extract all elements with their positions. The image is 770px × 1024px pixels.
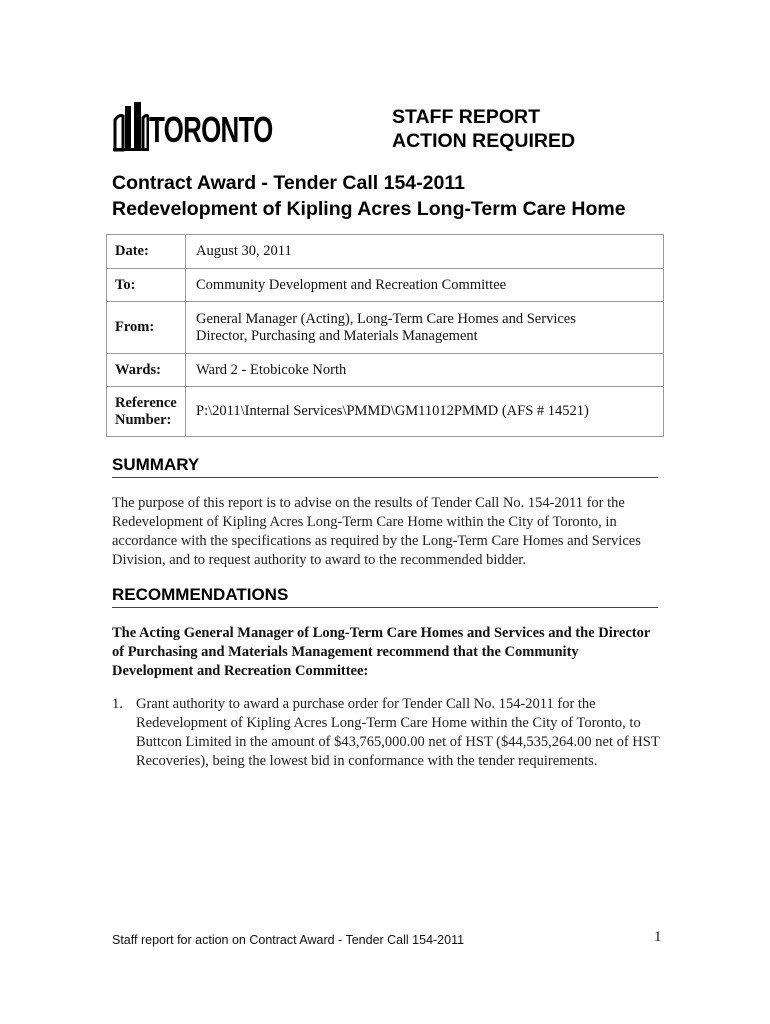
- report-type: [392, 105, 575, 153]
- summary-heading: SUMMARY: [112, 455, 658, 478]
- page-number: 1: [654, 929, 662, 945]
- report-title-line2: Redevelopment of Kipling Acres Long-Term Care Home: [112, 198, 626, 220]
- meta-row-reference: [107, 387, 664, 437]
- report-type-line2: ACTION REQUIRED: [392, 130, 576, 152]
- meta-row-to: [107, 269, 664, 302]
- meta-row-from: [107, 302, 664, 354]
- reference-value: P:\2011\Internal Services\PMMD\GM11012PMMD (AFS # 14521): [186, 387, 664, 437]
- date-label: Date:: [107, 235, 186, 269]
- meta-row-date: [107, 235, 664, 269]
- recommendation-text: Grant authority to award a purchase order for Tender Call No. 154-2011 for the Redevelopment of Kipling Acres Long-Term Care Home within the City of Toronto, to Buttcon Limited in the amount of $43,765,000.00 net of HST ($44,535,264.00 net of HST Recoveries), being the lowest bid in conformance with the tender requirements.: [136, 696, 660, 769]
- from-label: From:: [107, 302, 186, 354]
- recommendations-intro: The Acting General Manager of Long-Term Care Homes and Services and the Director of Purchasing and Materials Management recommend that the Community Development and Recreation Committee:: [112, 625, 651, 679]
- page-footer: Staff report for action on Contract Award - Tender Call 154-2011: [112, 933, 465, 947]
- from-line2: Director, Purchasing and Materials Management: [196, 327, 478, 344]
- city-of-toronto-logo: [113, 100, 273, 154]
- report-type-line1: STAFF REPORT: [392, 106, 541, 128]
- meta-row-wards: [107, 354, 664, 387]
- report-title-line1: Contract Award - Tender Call 154-2011: [112, 172, 465, 194]
- to-label: To:: [107, 269, 186, 302]
- recommendation-number: 1.: [112, 696, 123, 712]
- reference-label: [107, 387, 186, 437]
- from-value: [186, 302, 664, 354]
- date-value: August 30, 2011: [186, 235, 664, 269]
- wards-value: Ward 2 - Etobicoke North: [186, 354, 664, 387]
- city-hall-icon: [113, 100, 149, 154]
- to-value: Community Development and Recreation Committee: [186, 269, 664, 302]
- from-line1: General Manager (Acting), Long-Term Care Homes and Services: [196, 310, 576, 327]
- summary-text: The purpose of this report is to advise on the results of Tender Call No. 154-2011 for the Redevelopment of Kipling Acres Long-Term Care Home within the City of Toronto, in accordance with the specifications as required by the Long-Term Care Homes and Services Division, and to request authority to award to the recommended bidder.: [112, 495, 641, 568]
- wards-label: Wards:: [107, 354, 186, 387]
- report-title: [112, 170, 626, 222]
- recommendation-item: [112, 695, 662, 771]
- recommendations-heading: RECOMMENDATIONS: [112, 585, 658, 608]
- reference-label-line1: Reference: [115, 394, 177, 411]
- reference-label-line2: Number:: [115, 411, 172, 428]
- logo-wordmark: TORONTO: [149, 109, 273, 150]
- report-meta-table: [106, 234, 664, 437]
